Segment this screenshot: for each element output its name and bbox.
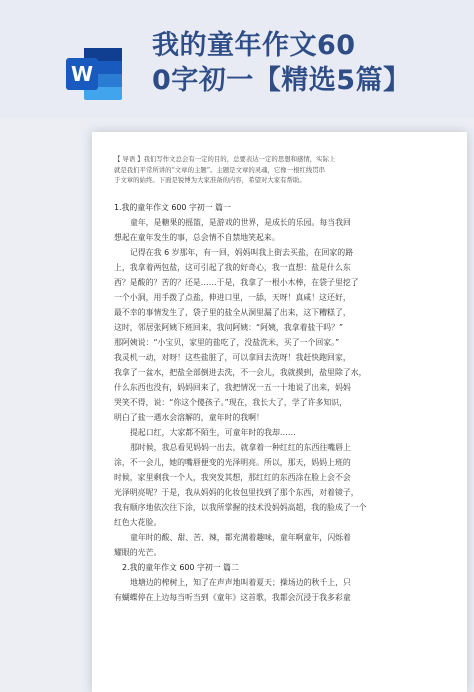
- article-body: [114, 200, 448, 605]
- header-banner: [0, 0, 474, 118]
- body-line: 这时，邻居张阿姨下班回来，我问阿姨：“阿姨，我拿着盐干吗？”: [114, 323, 344, 332]
- body-line: 红色大花脸。: [114, 518, 162, 527]
- section-heading-2: 2.我的童年作文 600 字初一 篇二: [122, 563, 239, 572]
- body-line: 那阿姨说：“小宝贝，家里的盐吃了，没盐洗米，买了一个回家。”: [114, 338, 340, 347]
- body-line: 什么东西也没有，妈妈回来了，我把情况一五一十地说了出来，妈妈: [114, 383, 351, 392]
- body-line: 西？是酸的？苦的？还是……于是，我拿了一根小木棒，在袋子里挖了: [114, 278, 359, 287]
- svg-text:W: W: [70, 62, 94, 86]
- body-line: 有蝴蝶停在上边每当听当到《童年》这首歌，我都会沉浸于我多彩童: [114, 593, 351, 602]
- title-line-2: 0字初一【精选5篇】: [152, 65, 411, 96]
- body-line: 涂，不一会儿，她的嘴唇便变的光泽明亮。所以，那天，妈妈上班的: [114, 458, 351, 467]
- body-line: 最不幸的事情发生了，袋子里的盐全从洞里漏了出来，这下糟糕了，: [114, 308, 351, 317]
- body-line: 哭笑不得，说：“你这个傻孩子。”现在，我长大了，学了许多知识，: [114, 398, 348, 407]
- body-line: 那时候，我总看见妈妈一出去，就拿着一种红红的东西往嘴唇上: [130, 443, 351, 452]
- body-line: 记得在我 6 岁那年，有一回，妈妈叫我上街去买盐，在回家的路: [130, 248, 354, 257]
- word-document-icon: [62, 42, 126, 106]
- body-line: 提起口红，大家都不陌生，可童年时的我却……: [130, 428, 296, 437]
- body-line: 我拿了一盆水，把盐全部倒进去洗，不一会儿，我就摸到，盐里除了水，: [114, 368, 367, 377]
- body-line: 一个小洞，用手拨了点盐，伸进口里，一舔，天呀！真咸！这还好，: [114, 293, 351, 302]
- document-page: [92, 132, 467, 692]
- body-line: 想起在童年发生的事，总会情不自禁地笑起来。: [114, 233, 280, 242]
- document-title: [152, 28, 462, 98]
- guide-line: 于文章的始终。下面是锐博为大家准备的内容，希望对大家有帮助。: [114, 176, 306, 184]
- body-line: 耀眼的光芒。: [114, 548, 162, 557]
- body-line: 我有顺序地依次往下涂，以我所掌握的技术没妈妈高超，我的脸成了一个: [114, 503, 367, 512]
- guide-line: 【 导语 】我们写作文总会有一定的目的，总要表达一定的思想和感情，实际上: [114, 155, 336, 163]
- guide-line: 就是我们平常所讲的“文章的主题”。主题是文章的灵魂，它像一根红线贯串: [114, 165, 326, 174]
- body-line: 我灵机一动，对呀！这些盐脏了，可以拿回去洗呀！我赶快跑回家，: [114, 353, 351, 362]
- body-line: 明白了盐一遇水会溶解的，童年时的我啊！: [114, 413, 264, 422]
- title-line-1: 我的童年作文60: [152, 30, 356, 61]
- body-line: 上，我拿着两包盐，这可引起了我的好奇心，我一直想：盐是什么东: [114, 263, 351, 272]
- body-line: 童年时的酸、甜、苦、辣，都充满着趣味，童年啊童年，闪烁着: [130, 533, 351, 542]
- body-line: 童年，是糖果的摇篮，是游戏的世界，是成长的乐园。每当我回: [130, 218, 351, 227]
- body-line: 时候，家里剩我一个人，我突发其想，那红红的东西涂在脸上会不会: [114, 473, 351, 482]
- body-line: 地塘边的榨树上，知了在声声地叫着夏天；操场边的秋千上，只: [130, 578, 351, 587]
- body-line: 光泽明亮呢？于是，我从妈妈的化妆包里找到了那个东西，对着镜子，: [114, 488, 359, 497]
- section-heading-1: 1.我的童年作文 600 字初一 篇一: [114, 203, 231, 212]
- guide-paragraph: [114, 154, 449, 186]
